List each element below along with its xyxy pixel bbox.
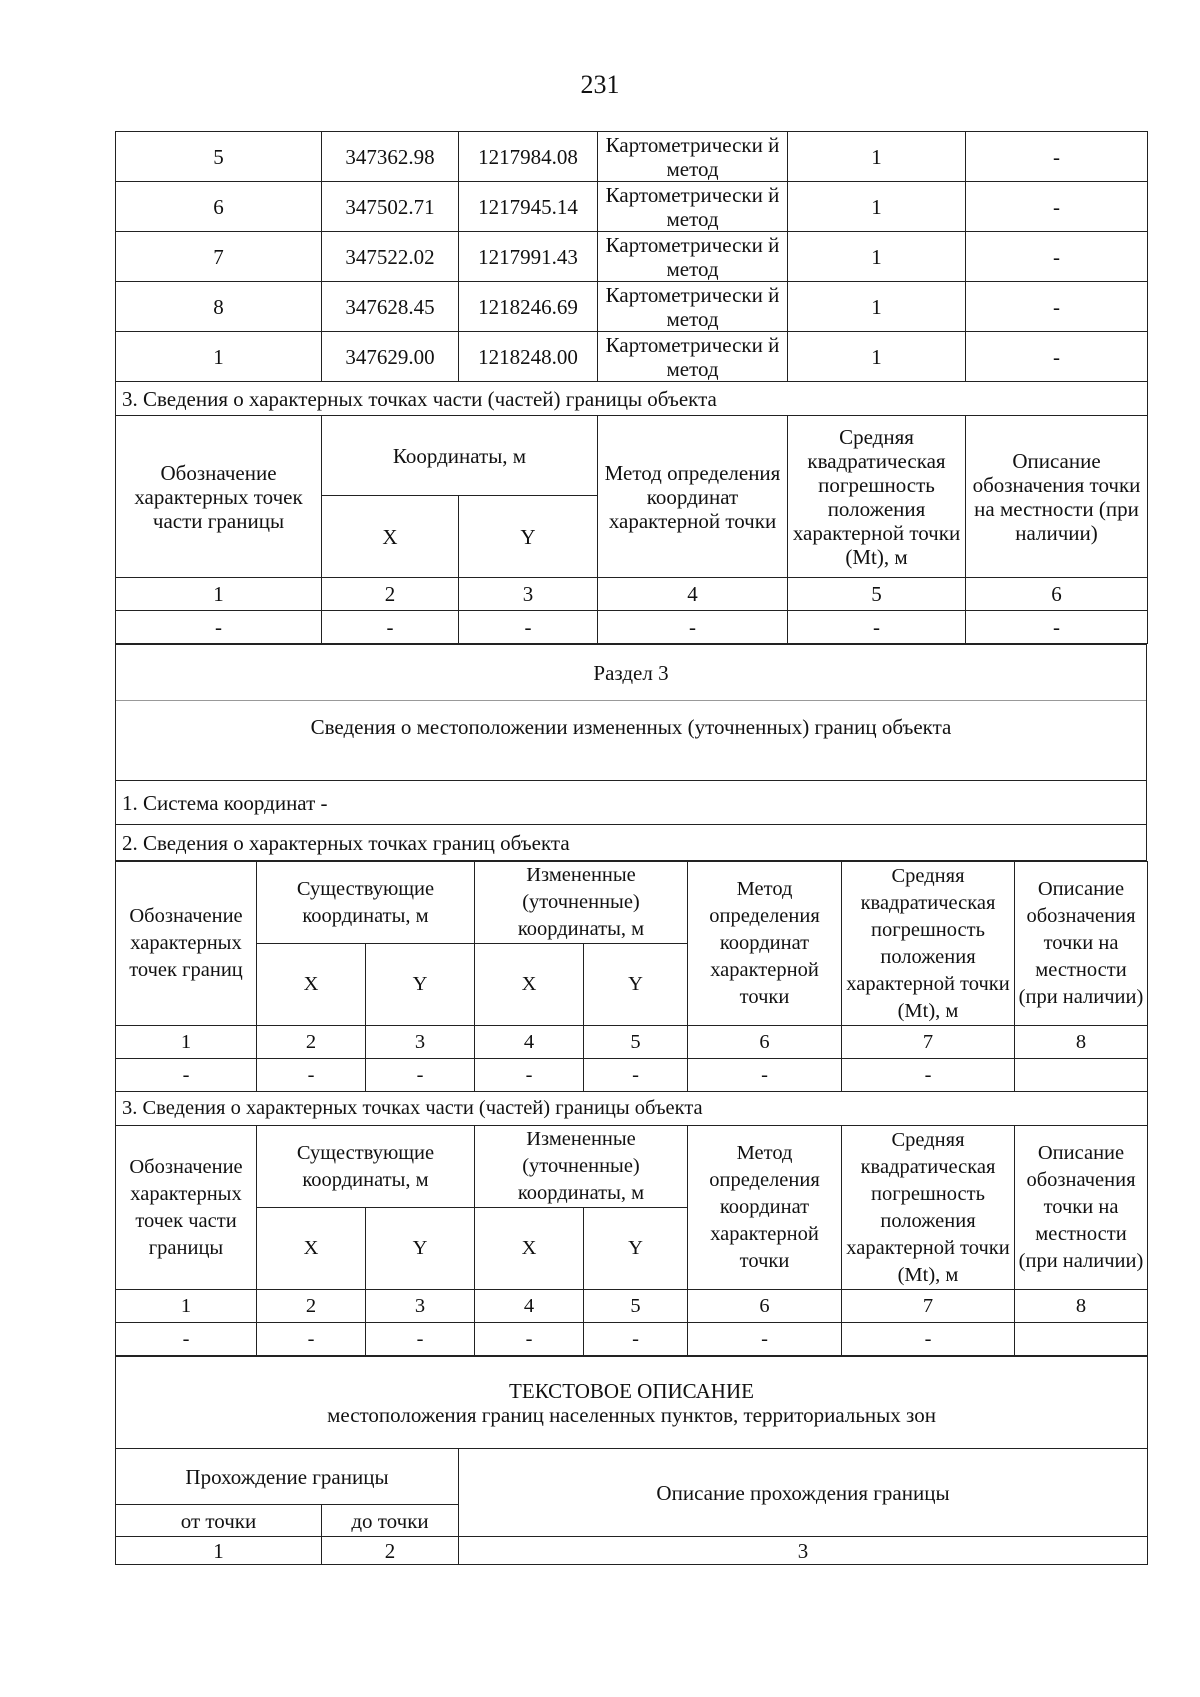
col-number: 2 <box>322 578 459 611</box>
table-row <box>116 182 1148 232</box>
col-number: 3 <box>459 1537 1148 1565</box>
header-mt: Средняя квадратическая погрешность положения характерной точки (Mt), м <box>842 1126 1015 1290</box>
header-y: Y <box>584 1208 688 1290</box>
header-existing-coordinates: Существующие координаты, м <box>257 1126 475 1208</box>
empty-cell: - <box>842 1059 1015 1092</box>
mt-value-cell: 1 <box>788 282 966 332</box>
header-description: Описание обозначения точки на местности (при наличии) <box>1015 862 1148 1026</box>
empty-cell <box>1015 1059 1148 1092</box>
col-number: 5 <box>584 1290 688 1323</box>
points-section-title: 2. Сведения о характерных точках границ объекта <box>116 825 1147 861</box>
col-number: 3 <box>459 578 598 611</box>
table-row <box>116 282 1148 332</box>
coord-y-cell: 1217984.08 <box>459 132 598 182</box>
header-y: Y <box>584 944 688 1026</box>
col-number: 5 <box>584 1026 688 1059</box>
header-method: Метод определения координат характерной точки <box>688 1126 842 1290</box>
table-row <box>116 132 1148 182</box>
col-number: 1 <box>116 1537 322 1565</box>
col-number: 2 <box>322 1537 459 1565</box>
col-number: 4 <box>475 1026 584 1059</box>
col-number: 2 <box>257 1290 366 1323</box>
header-method: Метод определения координат характерной точки <box>598 416 788 578</box>
text-description-subtitle: местоположения границ населенных пунктов, территориальных зон <box>327 1402 936 1427</box>
header-passage: Прохождение границы <box>116 1449 459 1505</box>
mt-value-cell: 1 <box>788 132 966 182</box>
col-number: 8 <box>1015 1290 1148 1323</box>
empty-cell: - <box>459 611 598 644</box>
col-number: 8 <box>1015 1026 1148 1059</box>
method-cell: Картометрически й метод <box>598 232 788 282</box>
table-row <box>116 332 1148 382</box>
point-number-cell: 8 <box>116 282 322 332</box>
coord-x-cell: 347502.71 <box>322 182 459 232</box>
mt-value-cell: 1 <box>788 182 966 232</box>
empty-cell: - <box>116 1059 257 1092</box>
page-number: 231 <box>580 70 620 99</box>
col-number: 7 <box>842 1290 1015 1323</box>
point-number-cell: 1 <box>116 332 322 382</box>
mt-value-cell: 1 <box>788 332 966 382</box>
section3-header <box>115 644 1147 861</box>
header-passage-description: Описание прохождения границы <box>459 1449 1148 1537</box>
part-section-title: 3. Сведения о характерных точках части (частей) границы объекта <box>116 382 1148 416</box>
col-number: 7 <box>842 1026 1015 1059</box>
method-cell: Картометрически й метод <box>598 282 788 332</box>
coordinates-table <box>115 131 1148 644</box>
text-description-table <box>115 1356 1148 1565</box>
header-y: Y <box>459 496 598 578</box>
section-subtitle: Сведения о местоположении измененных (уточненных) границ объекта <box>116 701 1147 781</box>
header-x: X <box>257 944 366 1026</box>
part-section-title: 3. Сведения о характерных точках части (частей) границы объекта <box>116 1092 1148 1126</box>
header-x: X <box>475 1208 584 1290</box>
empty-cell: - <box>598 611 788 644</box>
header-changed-coordinates: Измененные (уточненные) координаты, м <box>475 1126 688 1208</box>
col-number: 4 <box>598 578 788 611</box>
point-number-cell: 6 <box>116 182 322 232</box>
empty-cell: - <box>322 611 459 644</box>
header-y: Y <box>366 1208 475 1290</box>
point-number-cell: 5 <box>116 132 322 182</box>
header-existing-coordinates: Существующие координаты, м <box>257 862 475 944</box>
col-number: 1 <box>116 578 322 611</box>
header-x: X <box>257 1208 366 1290</box>
col-number: 4 <box>475 1290 584 1323</box>
empty-cell: - <box>584 1323 688 1356</box>
document-table-frame <box>115 131 1147 1565</box>
coord-x-cell: 347628.45 <box>322 282 459 332</box>
coord-y-cell: 1217945.14 <box>459 182 598 232</box>
empty-cell: - <box>584 1059 688 1092</box>
header-point-designation: Обозначение характерных точек границ <box>116 862 257 1026</box>
col-number: 6 <box>688 1026 842 1059</box>
header-from-point: от точки <box>116 1505 322 1537</box>
header-y: Y <box>366 944 475 1026</box>
col-number: 6 <box>966 578 1148 611</box>
header-changed-coordinates: Измененные (уточненные) координаты, м <box>475 862 688 944</box>
empty-cell: - <box>475 1323 584 1356</box>
col-number: 3 <box>366 1290 475 1323</box>
coord-x-cell: 347522.02 <box>322 232 459 282</box>
method-cell: Картометрически й метод <box>598 182 788 232</box>
text-description-title-cell <box>116 1357 1148 1449</box>
coord-y-cell: 1218248.00 <box>459 332 598 382</box>
section-title: Раздел 3 <box>116 645 1147 701</box>
col-number: 6 <box>688 1290 842 1323</box>
empty-cell: - <box>475 1059 584 1092</box>
header-description: Описание обозначения точки на местности (при наличии) <box>966 416 1148 578</box>
header-method: Метод определения координат характерной точки <box>688 862 842 1026</box>
col-number: 1 <box>116 1290 257 1323</box>
description-cell: - <box>966 332 1148 382</box>
coord-x-cell: 347629.00 <box>322 332 459 382</box>
col-number: 1 <box>116 1026 257 1059</box>
empty-cell: - <box>966 611 1148 644</box>
description-cell: - <box>966 182 1148 232</box>
method-cell: Картометрически й метод <box>598 132 788 182</box>
mt-value-cell: 1 <box>788 232 966 282</box>
header-coordinates: Координаты, м <box>322 416 598 496</box>
point-number-cell: 7 <box>116 232 322 282</box>
empty-cell: - <box>257 1323 366 1356</box>
text-description-title: ТЕКСТОВОЕ ОПИСАНИЕ <box>509 1378 754 1403</box>
empty-cell: - <box>788 611 966 644</box>
description-cell: - <box>966 232 1148 282</box>
empty-cell <box>1015 1323 1148 1356</box>
description-cell: - <box>966 132 1148 182</box>
coord-x-cell: 347362.98 <box>322 132 459 182</box>
changed-boundary-points-table <box>115 861 1148 1356</box>
coordinate-system: 1. Система координат - <box>116 781 1147 825</box>
description-cell: - <box>966 282 1148 332</box>
header-point-designation: Обозначение характерных точек части границы <box>116 416 322 578</box>
header-x: X <box>475 944 584 1026</box>
header-mt: Средняя квадратическая погрешность положения характерной точки (Mt), м <box>788 416 966 578</box>
method-cell: Картометрически й метод <box>598 332 788 382</box>
header-description: Описание обозначения точки на местности (при наличии) <box>1015 1126 1148 1290</box>
empty-cell: - <box>366 1059 475 1092</box>
header-mt: Средняя квадратическая погрешность положения характерной точки (Mt), м <box>842 862 1015 1026</box>
col-number: 3 <box>366 1026 475 1059</box>
empty-cell: - <box>116 611 322 644</box>
empty-cell: - <box>842 1323 1015 1356</box>
header-to-point: до точки <box>322 1505 459 1537</box>
empty-cell: - <box>688 1323 842 1356</box>
empty-cell: - <box>688 1059 842 1092</box>
empty-cell: - <box>366 1323 475 1356</box>
table-row <box>116 232 1148 282</box>
coord-y-cell: 1217991.43 <box>459 232 598 282</box>
coord-y-cell: 1218246.69 <box>459 282 598 332</box>
empty-cell: - <box>257 1059 366 1092</box>
col-number: 2 <box>257 1026 366 1059</box>
col-number: 5 <box>788 578 966 611</box>
header-point-designation: Обозначение характерных точек части границы <box>116 1126 257 1290</box>
header-x: X <box>322 496 459 578</box>
empty-cell: - <box>116 1323 257 1356</box>
